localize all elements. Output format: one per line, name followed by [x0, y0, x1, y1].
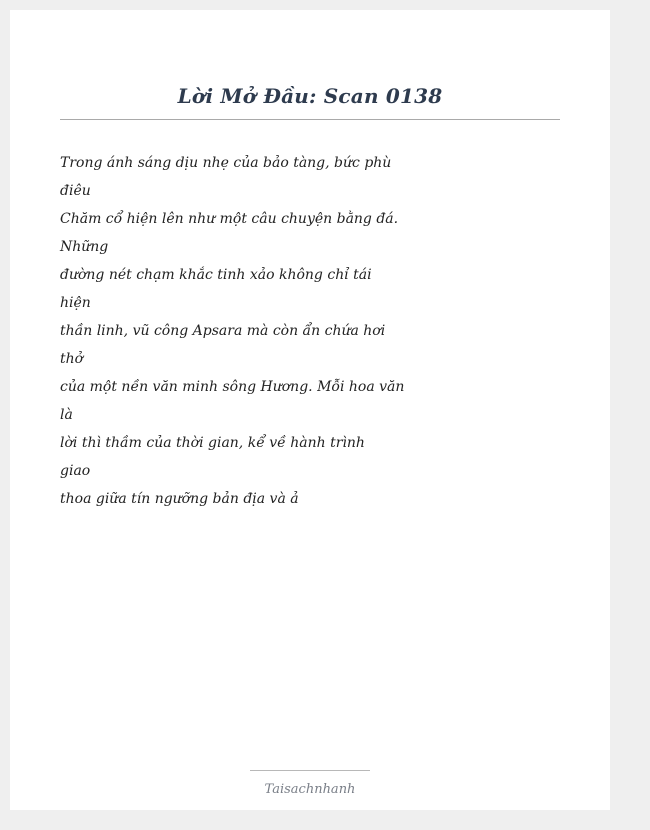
- body-line: Trong ánh sáng dịu nhẹ của bảo tàng, bức phù: [60, 155, 392, 171]
- body-line: của một nền văn minh sông Hương. Mỗi hoa văn: [60, 379, 405, 395]
- body-line: hiện: [60, 295, 91, 311]
- page-title: Lời Mở Đầu: Scan 0138: [177, 84, 443, 108]
- footer-divider: [250, 770, 370, 771]
- document-page: [10, 10, 610, 810]
- body-line: lời thì thầm của thời gian, kể về hành trình: [60, 435, 365, 451]
- body-line: Chăm cổ hiện lên như một câu chuyện bằng đá.: [60, 211, 399, 227]
- body-line: Những: [60, 239, 109, 255]
- body-line: giao: [60, 463, 91, 479]
- body-line: thở: [60, 351, 84, 367]
- body-line: đường nét chạm khắc tinh xảo không chỉ tái: [60, 267, 372, 283]
- body-text: [60, 149, 405, 513]
- body-line: điêu: [60, 183, 91, 199]
- title-divider: [60, 119, 560, 120]
- body-line: thoa giữa tín ngưỡng bản địa và ả: [60, 491, 299, 507]
- body-line: thần linh, vũ công Apsara mà còn ẩn chứa hơi: [60, 323, 386, 339]
- footer-watermark: Taisachnhanh: [264, 782, 356, 797]
- body-line: là: [60, 407, 73, 423]
